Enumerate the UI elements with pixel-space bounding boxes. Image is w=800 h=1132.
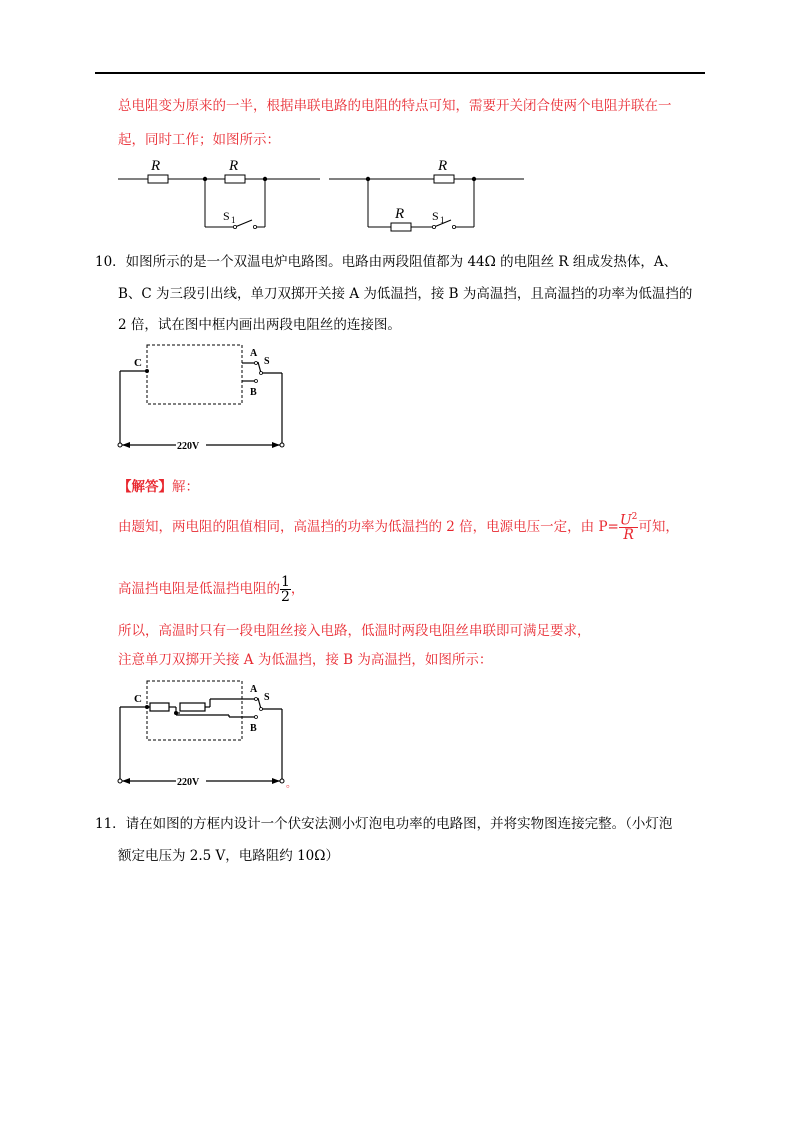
q10-line2: B、C 为三段引出线，单刀双掷开关接 A 为低温挡，接 B 为高温挡，且高温挡的功率为低温挡的: [118, 286, 693, 302]
answer10-line1-post: 可知，: [638, 519, 679, 535]
figure10-answer-circuit: [110, 676, 300, 796]
fig10-answer-end-mark: 。: [286, 779, 296, 790]
answer10-line4: 注意单刀双掷开关接 A 为低温挡，接 B 为高温挡，如图所示：: [118, 652, 493, 668]
answer10-header-rest: 解：: [172, 479, 199, 495]
fig9-left-switch-label: S: [223, 209, 230, 223]
fig10-label-s: S: [264, 356, 270, 367]
fig9-left-r2-label: R: [229, 158, 239, 174]
fig10-answer-label-c: C: [134, 693, 142, 705]
fig10-answer-voltage-label: 220V: [177, 777, 200, 788]
fig9-right-switch-sub: 1: [440, 215, 445, 225]
answer9-line1: 总电阻变为原来的一半，根据串联电路的电阻的特点可知，需要开关闭合使两个电阻并联在一: [118, 98, 672, 114]
answer10-line1-pre: 由题知，两电阻的阻值相同，高温挡的功率为低温挡的 2 倍，电源电压一定，由 P=: [118, 519, 619, 535]
formula-exponent: 2: [631, 511, 638, 522]
fig10-voltage-label: 220V: [177, 441, 200, 452]
q10-line3: 2 倍，试在图中框内画出两段电阻丝的连接图。: [118, 317, 401, 333]
half-numerator: 1: [281, 574, 290, 590]
fig9-left-r1-label: R: [151, 158, 161, 174]
answer9-line2: 起，同时工作；如图所示：: [118, 132, 280, 148]
half-denominator: 2: [281, 589, 290, 605]
figure9-circuits: [110, 150, 530, 240]
fig9-right-r1-label: R: [438, 158, 448, 174]
fig10-label-b: B: [250, 387, 257, 398]
q11-line2: 额定电压为 2.5 V，电路阻约 10Ω）: [118, 848, 339, 864]
formula-numerator: U: [619, 512, 632, 529]
answer10-line2-post: ，: [290, 581, 305, 597]
fig9-left-switch-sub: 1: [231, 215, 236, 225]
fig9-right-r2-label: R: [395, 206, 405, 222]
q11-line1: 11．请在如图的方框内设计一个伏安法测小灯泡电功率的电路图，并将实物图连接完整。（小灯泡: [95, 816, 673, 832]
fig10-answer-label-s: S: [264, 692, 270, 703]
answer10-header-bracket: 【解答】: [118, 479, 172, 495]
q10-line1: 10．如图所示的是一个双温电炉电路图。电路由两段阻值都为 44Ω 的电阻丝 R 组成发热体，A、: [95, 254, 678, 270]
header-rule: [95, 72, 705, 74]
fig10-label-c: C: [134, 357, 142, 369]
answer10-header: [118, 477, 199, 497]
fig10-label-a: A: [250, 348, 258, 359]
fig9-right-switch-label: S: [432, 209, 439, 223]
fig10-answer-label-a: A: [250, 684, 258, 695]
figure10-circuit: [110, 340, 300, 460]
power-formula: [619, 513, 639, 543]
answer10-line3: 所以，高温时只有一段电阻丝接入电路，低温时两段电阻丝串联即可满足要求，: [118, 623, 591, 639]
fig10-answer-label-b: B: [250, 723, 257, 734]
answer10-line2-pre: 高温挡电阻是低温挡电阻的: [118, 581, 280, 597]
formula-denominator: R: [623, 527, 634, 544]
half-fraction: [280, 575, 291, 604]
answer10-line2: [118, 570, 304, 608]
answer10-line1: [118, 508, 679, 546]
